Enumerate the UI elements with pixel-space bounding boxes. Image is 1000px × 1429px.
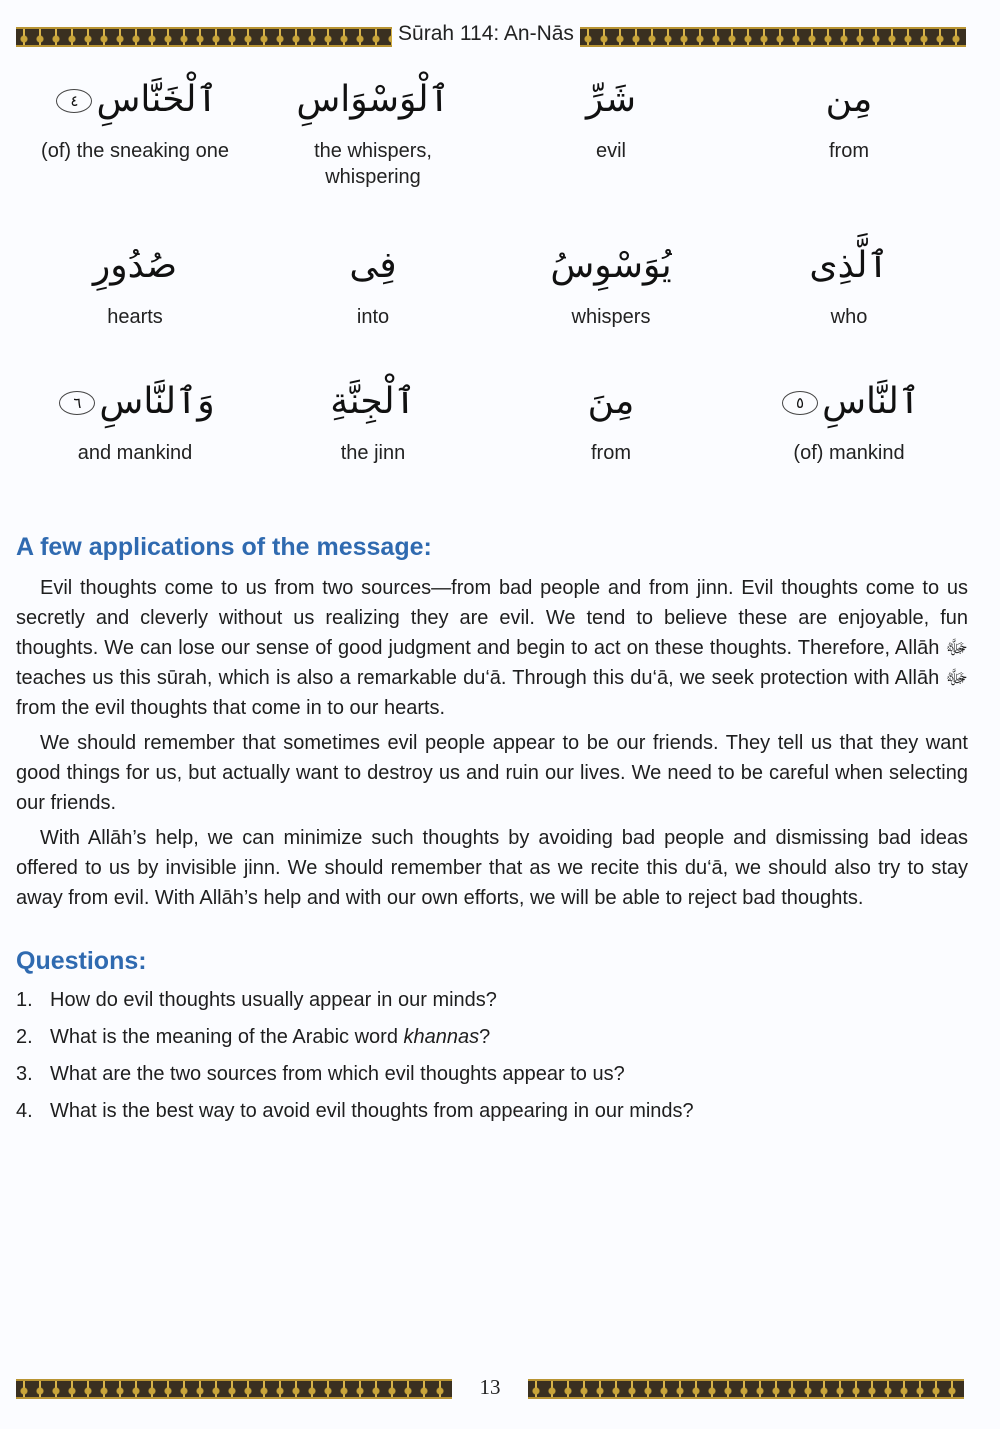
- arabic-word: شَرِّ: [585, 79, 637, 120]
- question-item: [16, 1059, 968, 1096]
- arabic-word: وَٱلنَّاسِ٦: [16, 372, 254, 432]
- english-meaning: who: [830, 306, 868, 328]
- english-meaning: the whispers, whispering: [314, 140, 432, 188]
- vocab-cell: [16, 70, 254, 164]
- decorative-border-top-left: [16, 27, 392, 47]
- question-number: 1.: [16, 989, 33, 1011]
- arabic-word: صُدُورِ: [92, 245, 178, 286]
- questions-heading: Questions:: [16, 947, 147, 975]
- questions-list: [16, 985, 968, 1133]
- question-item: [16, 1022, 968, 1059]
- arabic-word: فِى: [349, 245, 397, 286]
- english-meaning: (of) mankind: [793, 442, 905, 464]
- english-meaning: into: [356, 306, 390, 328]
- body-paragraph: With Allāh’s help, we can minimize such thoughts by avoiding bad people and dismissing bad ideas offered to us by invisible jinn. We should remember that as we recite this du‘ā, we should also try to stay away from evil. With Allāh’s help and with our own efforts, we will be able to reject bad thoughts.: [16, 827, 968, 909]
- decorative-border-top-right: [580, 27, 966, 47]
- applications-heading: A few applications of the message:: [16, 533, 432, 561]
- arabic-word: ٱلَّذِى: [809, 245, 889, 286]
- vocab-row-2: [16, 236, 968, 372]
- body-paragraph: Evil thoughts come to us from two sources—from bad people and from jinn. Evil thoughts come to us secretly and cleverly without us realizing they are evil. We tend to believe these are enjoyable, fun thoughts. We can lose our sense of good judgment and begin to act on these thoughts. Therefore, Allāh ﷻ teaches us this sūrah, which is also a remarkable du‘ā. Through this du‘ā, we seek protection with Allāh ﷻ from the evil thoughts that come in to our hearts.: [16, 577, 968, 719]
- ayah-number-marker: ٥: [782, 391, 818, 415]
- question-text: How do evil thoughts usually appear in our minds?: [50, 989, 497, 1011]
- arabic-word: ٱلْجِنَّةِ: [330, 381, 416, 422]
- vocab-cell: [16, 236, 254, 330]
- decorative-border-bottom-right: [528, 1379, 964, 1399]
- vocab-cell: [492, 236, 730, 330]
- arabic-word: مِن: [825, 79, 873, 120]
- arabic-word: مِنَ: [587, 381, 635, 422]
- question-text: What is the best way to avoid evil thoughts from appearing in our minds?: [50, 1100, 694, 1122]
- vocab-cell: [16, 372, 254, 466]
- page-number: 13: [479, 1375, 501, 1399]
- english-meaning: (of) the sneaking one: [41, 140, 229, 162]
- vocab-cell: [254, 372, 492, 466]
- question-item: [16, 985, 968, 1022]
- vocab-cell: [254, 70, 492, 190]
- english-meaning: whispers: [571, 306, 651, 328]
- ayah-number-marker: ٦: [59, 391, 95, 415]
- english-meaning: the jinn: [340, 442, 406, 464]
- question-item: [16, 1096, 968, 1133]
- vocab-row-1: [16, 70, 968, 206]
- decorative-border-bottom-left: [16, 1379, 452, 1399]
- ayah-number-marker: ٤: [56, 89, 92, 113]
- vocab-cell: [254, 236, 492, 330]
- vocab-cell: [492, 70, 730, 164]
- english-meaning: and mankind: [77, 442, 193, 464]
- question-text: What is the meaning of the Arabic word khannas?: [50, 1026, 491, 1048]
- question-number: 2.: [16, 1026, 33, 1048]
- vocabulary-grid: [16, 70, 968, 508]
- arabic-word: ٱلْوَسْوَاسِ: [296, 79, 450, 120]
- vocab-row-3: [16, 372, 968, 508]
- english-meaning: from: [829, 140, 869, 162]
- question-number: 3.: [16, 1063, 33, 1085]
- vocab-cell: [730, 236, 968, 330]
- arabic-word: يُوَسْوِسُ: [550, 245, 672, 286]
- english-meaning: evil: [595, 140, 626, 162]
- italic-word: khannas: [403, 1026, 480, 1048]
- english-meaning: from: [591, 442, 631, 464]
- vocab-cell: [492, 372, 730, 466]
- question-number: 4.: [16, 1100, 33, 1122]
- english-meaning: hearts: [107, 306, 163, 328]
- body-paragraph: We should remember that sometimes evil people appear to be our friends. They tell us that they want good things for us, but actually want to destroy us and ruin our lives. We need to be careful when selecting our friends.: [16, 732, 968, 814]
- arabic-word: ٱلنَّاسِ٥: [730, 372, 968, 432]
- running-header-title: Sūrah 114: An-Nās: [398, 22, 574, 45]
- question-text: What are the two sources from which evil thoughts appear to us?: [50, 1063, 625, 1085]
- vocab-cell: [730, 372, 968, 466]
- arabic-word: ٱلْخَنَّاسِ٤: [16, 70, 254, 130]
- vocab-cell: [730, 70, 968, 164]
